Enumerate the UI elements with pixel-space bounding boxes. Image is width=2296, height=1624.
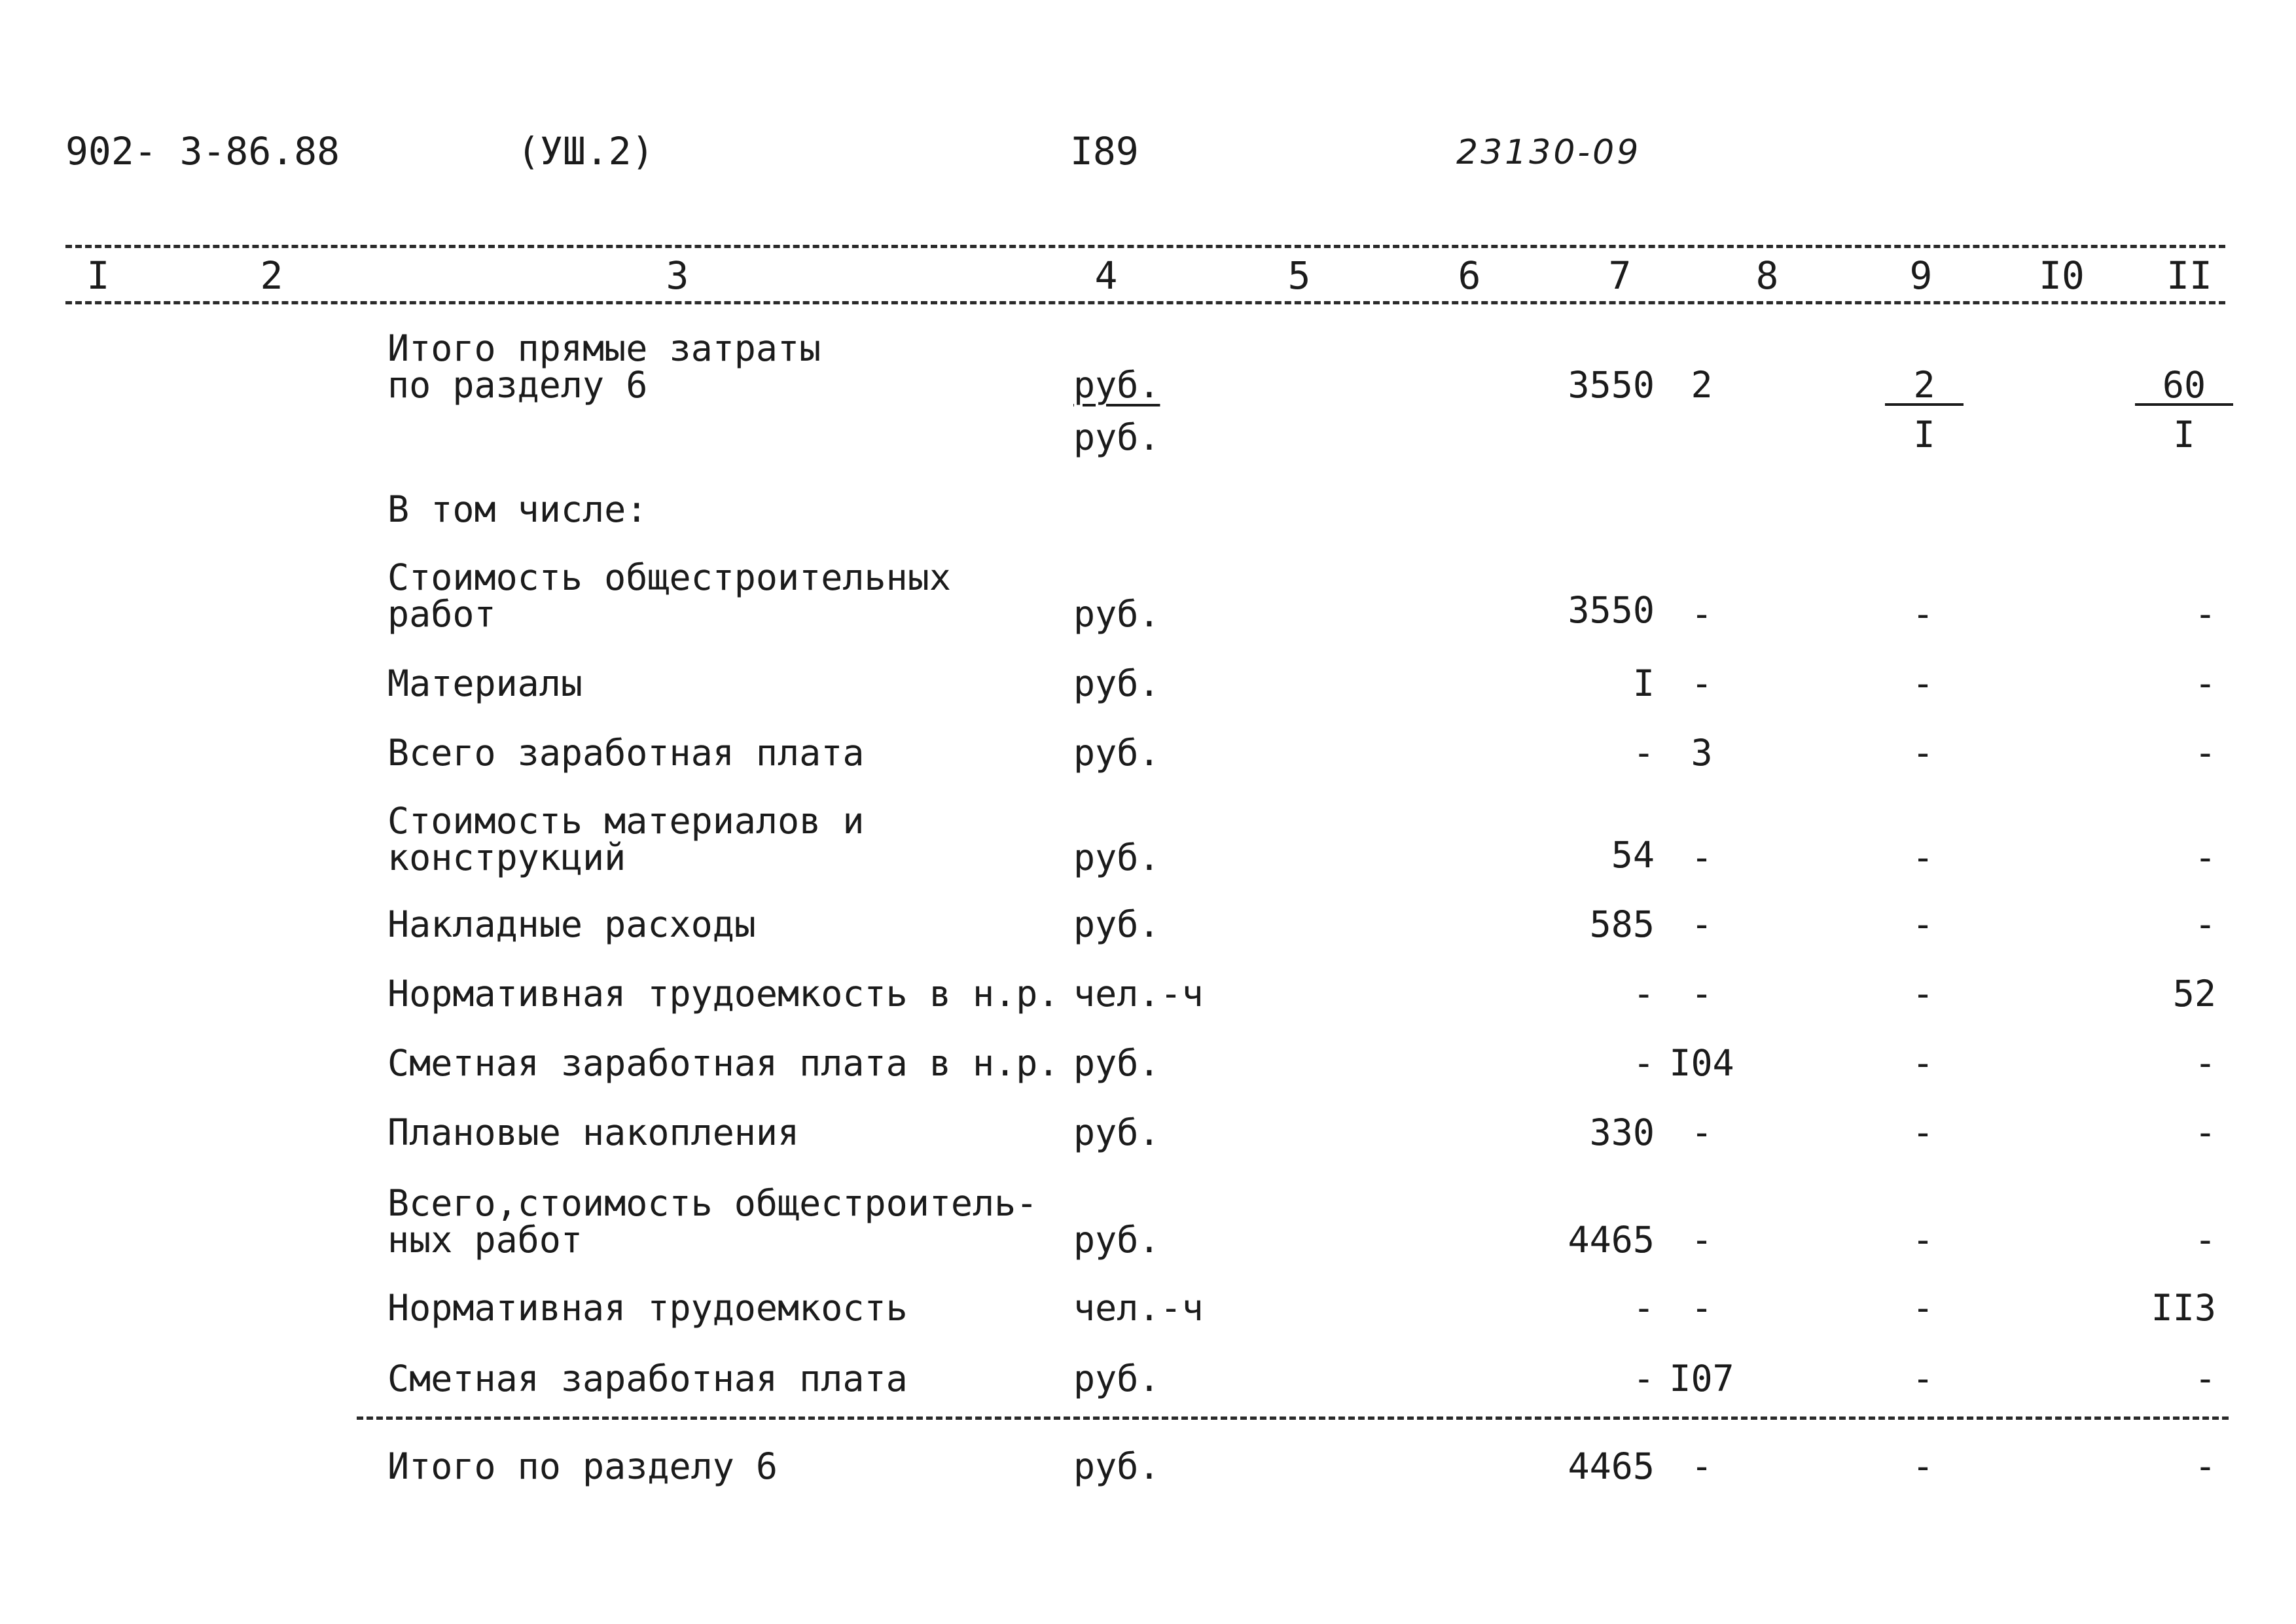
- row-description: В том числе:: [387, 488, 648, 530]
- total-unit: руб.: [1073, 1445, 1160, 1487]
- col9-value: -: [1912, 1111, 1934, 1153]
- table-header-rule: [65, 301, 2225, 304]
- col9-value: -: [1912, 1358, 1934, 1399]
- column-number-8: 8: [1755, 253, 1779, 298]
- column-number-10: I0: [2039, 253, 2085, 298]
- col7-value: 3550: [1568, 364, 1655, 406]
- row-unit-secondary: руб.: [1073, 416, 1160, 458]
- col11-value: 52: [2172, 973, 2216, 1015]
- row-description: Материалы: [387, 662, 583, 704]
- col7-value: I: [1632, 662, 1655, 704]
- col7-value: 4465: [1568, 1219, 1655, 1261]
- row-unit: руб.: [1073, 1111, 1160, 1153]
- col8-value: -: [1691, 1111, 1713, 1153]
- col8-value: -: [1691, 1219, 1713, 1261]
- col7-value: -: [1632, 1287, 1655, 1329]
- column-number-2: 2: [260, 253, 283, 298]
- handwritten-number: 23130-09: [1456, 133, 1641, 172]
- col9-value: -: [1912, 732, 1934, 774]
- col8-value: -: [1691, 903, 1713, 945]
- col8-value: I07: [1669, 1358, 1734, 1399]
- total-col9-value: -: [1912, 1445, 1934, 1487]
- row-unit: руб.: [1073, 662, 1160, 704]
- row-unit: руб.: [1073, 837, 1160, 878]
- row-unit: руб.: [1073, 903, 1160, 945]
- col9-value: -: [1912, 1042, 1934, 1084]
- col7-value: -: [1632, 1042, 1655, 1084]
- col11-fraction: [2135, 364, 2233, 456]
- col11-value: -: [2194, 1358, 2216, 1399]
- col8-value: -: [1691, 837, 1713, 878]
- row-description: Стоимость общестроительных работ: [387, 556, 951, 635]
- total-col11-value: -: [2194, 1445, 2216, 1487]
- row-unit: руб.: [1073, 732, 1160, 774]
- row-description: Нормативная трудоемкость: [387, 1287, 908, 1329]
- col9-value: -: [1912, 662, 1934, 704]
- col9-value: -: [1912, 593, 1934, 635]
- col7-value: 3550: [1568, 589, 1655, 631]
- col7-value: 585: [1589, 903, 1655, 945]
- fraction-denominator: I: [2173, 414, 2195, 456]
- section-label: (УШ.2): [517, 129, 655, 173]
- total-description: Итого по разделу 6: [387, 1445, 778, 1487]
- col11-value: -: [2194, 1042, 2216, 1084]
- fraction-denominator: I: [1913, 414, 1935, 456]
- col8-value: -: [1691, 593, 1713, 635]
- col9-value: -: [1912, 1287, 1934, 1329]
- fraction-numerator: 2: [1885, 367, 1964, 406]
- total-separator-rule: [357, 1416, 2229, 1420]
- row-unit: руб.: [1073, 1219, 1160, 1261]
- col8-value: -: [1691, 973, 1713, 1015]
- fraction-numerator: 60: [2135, 367, 2233, 406]
- col9-value: -: [1912, 973, 1934, 1015]
- row-description: Сметная заработная плата: [387, 1358, 908, 1399]
- row-unit: чел.-ч: [1073, 1287, 1204, 1329]
- row-description: Стоимость материалов и конструкций: [387, 800, 865, 878]
- row-unit: руб.: [1073, 1042, 1160, 1084]
- page-number: I89: [1070, 129, 1139, 173]
- col7-value: -: [1632, 1358, 1655, 1399]
- column-number-5: 5: [1287, 253, 1311, 298]
- col8-value: -: [1691, 662, 1713, 704]
- col8-value: -: [1691, 1287, 1713, 1329]
- row-description: Сметная заработная плата в н.р.: [387, 1042, 1060, 1084]
- column-number-4: 4: [1094, 253, 1118, 298]
- row-unit: руб.: [1073, 364, 1160, 406]
- row-unit: руб.: [1073, 593, 1160, 635]
- table-top-rule: [65, 245, 2225, 248]
- total-col8-value: -: [1691, 1445, 1713, 1487]
- col11-value: -: [2194, 903, 2216, 945]
- col7-value: -: [1632, 732, 1655, 774]
- column-number-11: II: [2166, 253, 2212, 298]
- col8-value: 2: [1691, 364, 1713, 406]
- row-unit: руб.: [1073, 1358, 1160, 1399]
- row-description: Накладные расходы: [387, 903, 756, 945]
- col11-value: -: [2194, 593, 2216, 635]
- column-number-6: 6: [1458, 253, 1481, 298]
- column-number-3: 3: [666, 253, 689, 298]
- document-code: 902- 3-86.88: [65, 129, 340, 173]
- total-col7-value: 4465: [1568, 1445, 1655, 1487]
- col11-value: -: [2194, 732, 2216, 774]
- col8-value: I04: [1669, 1042, 1734, 1084]
- col11-value: -: [2194, 1219, 2216, 1261]
- row-description: Всего,стоимость общестроитель- ных работ: [387, 1182, 1038, 1261]
- col9-value: -: [1912, 1219, 1934, 1261]
- col9-value: -: [1912, 903, 1934, 945]
- column-number-9: 9: [1909, 253, 1933, 298]
- col11-value: -: [2194, 1111, 2216, 1153]
- row-description: Нормативная трудоемкость в н.р.: [387, 973, 1060, 1015]
- row-unit: чел.-ч: [1073, 973, 1204, 1015]
- col11-value: II3: [2151, 1287, 2216, 1329]
- row-description: Итого прямые затраты по разделу 6: [387, 327, 821, 406]
- column-number-1: I: [86, 253, 110, 298]
- col7-value: 330: [1589, 1111, 1655, 1153]
- row-description: Всего заработная плата: [387, 732, 865, 774]
- col9-fraction: [1885, 364, 1964, 456]
- col11-value: -: [2194, 837, 2216, 878]
- col9-value: -: [1912, 837, 1934, 878]
- row-description: Плановые накопления: [387, 1111, 800, 1153]
- col7-value: 54: [1611, 834, 1655, 876]
- col8-value: 3: [1691, 732, 1713, 774]
- column-number-7: 7: [1608, 253, 1632, 298]
- col7-value: -: [1632, 973, 1655, 1015]
- col11-value: -: [2194, 662, 2216, 704]
